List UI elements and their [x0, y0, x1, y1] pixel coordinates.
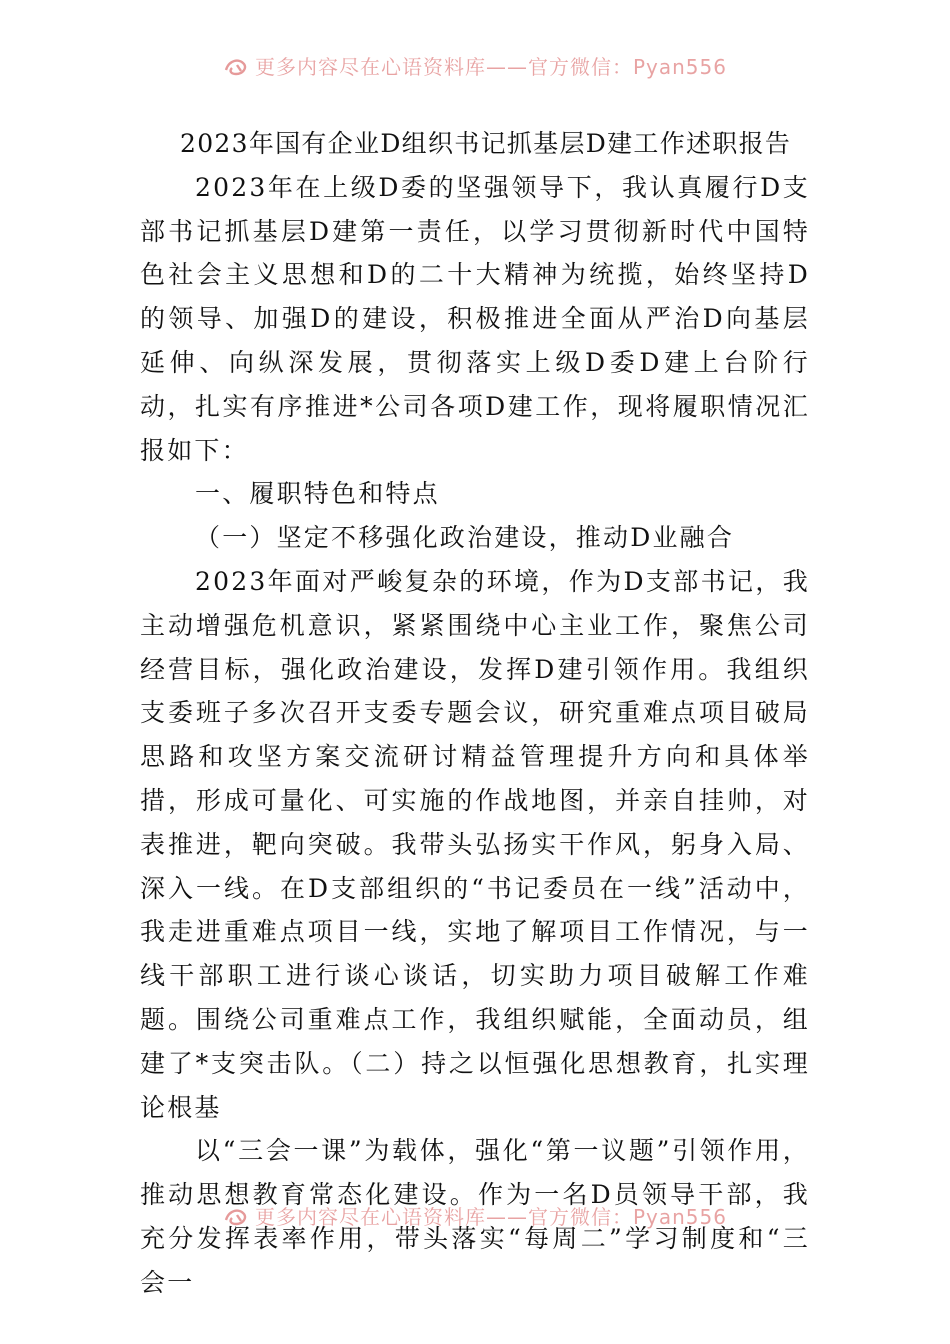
intro-paragraph: 2023年在上级D委的坚强领导下，我认真履行D支部书记抓基层D建第一责任，以学习贯彻新时代中国特色社会主义思想和D的二十大精神为统揽，始终坚持D的领导、加强D的建设，积极推进全面从严治D向基层延伸、向纵深发展，贯彻落实上级D委D建上台阶行动，扎实有序推进*公司各项D建工作，现将履职情况汇报如下：	[140, 172, 810, 465]
watermark-header	[0, 56, 950, 86]
watermark-logo-icon	[223, 1206, 249, 1228]
subsection-heading: （一）坚定不移强化政治建设，推动D业融合	[195, 523, 735, 553]
body-paragraph: 2023年面对严峻复杂的环境，作为D支部书记，我主动增强危机意识，紧紧围绕中心主业工作，聚焦公司经营目标，强化政治建设，发挥D建引领作用。我组织支委班子多次召开支委专题会议，研究重难点项目破局思路和攻坚方案交流研讨精益管理提升方向和具体举措，形成可量化、可实施的作战地图，并亲自挂帅，对表推进，靶向突破。我带头弘扬实干作风，躬身入局、深入一线。在D支部组织的“书记委员在一线”活动中，我走进重难点项目一线，实地了解项目工作情况，与一线干部职工进行谈心谈话，切实助力项目破解工作难题。围绕公司重难点工作，我组织赋能，全面动员，组建了*支突击队。（二）持之以恒强化思想教育，扎实理论根基	[140, 566, 810, 1122]
document-body	[140, 122, 810, 1305]
watermark-text: 更多内容尽在心语资料库——官方微信：Pyan556	[254, 56, 727, 79]
watermark-footer	[0, 1206, 950, 1236]
watermark-logo-icon	[223, 56, 249, 78]
section-heading: 一、履职特色和特点	[195, 479, 440, 509]
body-paragraph: 以“三会一课”为载体，强化“第一议题”引领作用，推动思想教育常态化建设。作为一名D员领导干部，我充分发挥表率作用，带头落实“每周二”学习制度和“三会一	[140, 1136, 810, 1297]
watermark-text: 更多内容尽在心语资料库——官方微信：Pyan556	[254, 1206, 727, 1229]
document-title: 2023年国有企业D组织书记抓基层D建工作述职报告	[180, 129, 792, 158]
